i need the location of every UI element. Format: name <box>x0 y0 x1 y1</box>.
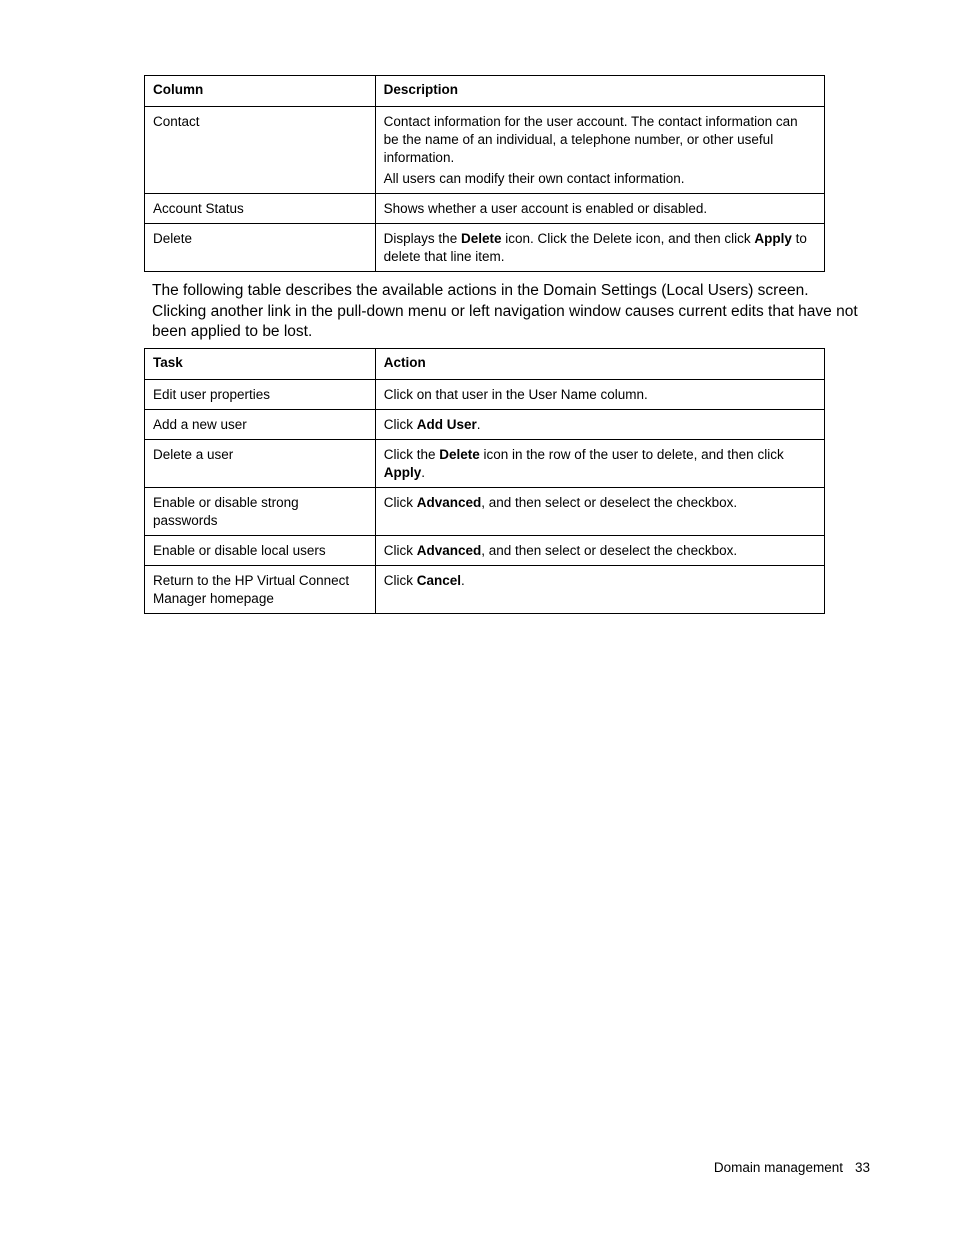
text-run: . <box>476 417 481 432</box>
task-cell: Enable or disable local users <box>145 536 376 566</box>
table-row <box>145 488 825 536</box>
action-cell <box>375 410 824 440</box>
column-name-cell: Contact <box>145 107 376 194</box>
column-name-cell: Account Status <box>145 194 376 224</box>
table-row <box>145 566 825 614</box>
text-run: , and then select or deselect the checkbox. <box>481 495 738 510</box>
footer-section-title: Domain management <box>713 1160 843 1175</box>
table-row <box>145 380 825 410</box>
text-run: Click <box>383 417 417 432</box>
task-cell: Edit user properties <box>145 380 376 410</box>
action-cell <box>375 440 824 488</box>
bold-term: Delete <box>439 447 480 462</box>
page-number: 33 <box>854 1160 870 1175</box>
table-row <box>145 224 825 272</box>
action-cell <box>375 488 824 536</box>
task-cell: Add a new user <box>145 410 376 440</box>
columns-table <box>144 75 825 272</box>
description-cell <box>375 107 824 194</box>
text-run: Click <box>383 573 417 588</box>
text-run: Displays the <box>383 231 461 246</box>
description-paragraph: Contact information for the user account. The contact information can be the name of an individual, a telephone number, or other useful information. <box>383 114 798 165</box>
text-run: icon. Click the Delete icon, and then click <box>501 231 755 246</box>
task-cell: Delete a user <box>145 440 376 488</box>
text-run: , and then select or deselect the checkbox. <box>481 543 738 558</box>
action-header: Action <box>375 349 824 380</box>
text-run: Click the <box>383 447 440 462</box>
table-row <box>145 410 825 440</box>
page-footer <box>714 1159 870 1177</box>
bold-term: Add User <box>416 417 477 432</box>
table-header-row <box>145 349 825 380</box>
action-cell <box>375 536 824 566</box>
text-run: . <box>460 573 465 588</box>
description-header: Description <box>375 76 824 107</box>
text-run: Click on that user in the User Name column. <box>383 387 648 402</box>
description-paragraph: All users can modify their own contact information. <box>383 171 685 186</box>
bold-term: Advanced <box>416 495 482 510</box>
description-paragraph: Shows whether a user account is enabled or disabled. <box>383 201 708 216</box>
task-cell: Enable or disable strong passwords <box>145 488 376 536</box>
column-name-cell: Delete <box>145 224 376 272</box>
bold-term: Apply <box>383 465 422 480</box>
intro-paragraph: The following table describes the available actions in the Domain Settings (Local Users) screen. Clicking another link in the pull-down menu or left navigation window causes current edits that have not been applied to be lost. <box>152 282 858 340</box>
table-row <box>145 107 825 194</box>
description-cell <box>375 194 824 224</box>
actions-table <box>144 348 825 614</box>
text-run: icon in the row of the user to delete, and then click <box>479 447 784 462</box>
task-cell: Return to the HP Virtual Connect Manager homepage <box>145 566 376 614</box>
text-run: Click <box>383 543 417 558</box>
bold-term: Cancel <box>416 573 461 588</box>
table-row <box>145 194 825 224</box>
action-cell <box>375 380 824 410</box>
action-cell <box>375 566 824 614</box>
bold-term: Apply <box>754 231 792 246</box>
text-run: Click <box>383 495 417 510</box>
description-cell <box>375 224 824 272</box>
column-header: Column <box>145 76 376 107</box>
bold-term: Delete <box>460 231 502 246</box>
text-run: . <box>421 465 425 480</box>
table-row <box>145 536 825 566</box>
table-row <box>145 440 825 488</box>
task-header: Task <box>145 349 376 380</box>
bold-term: Advanced <box>416 543 482 558</box>
table-header-row <box>145 76 825 107</box>
text-run: to delete that line item. <box>383 231 807 264</box>
